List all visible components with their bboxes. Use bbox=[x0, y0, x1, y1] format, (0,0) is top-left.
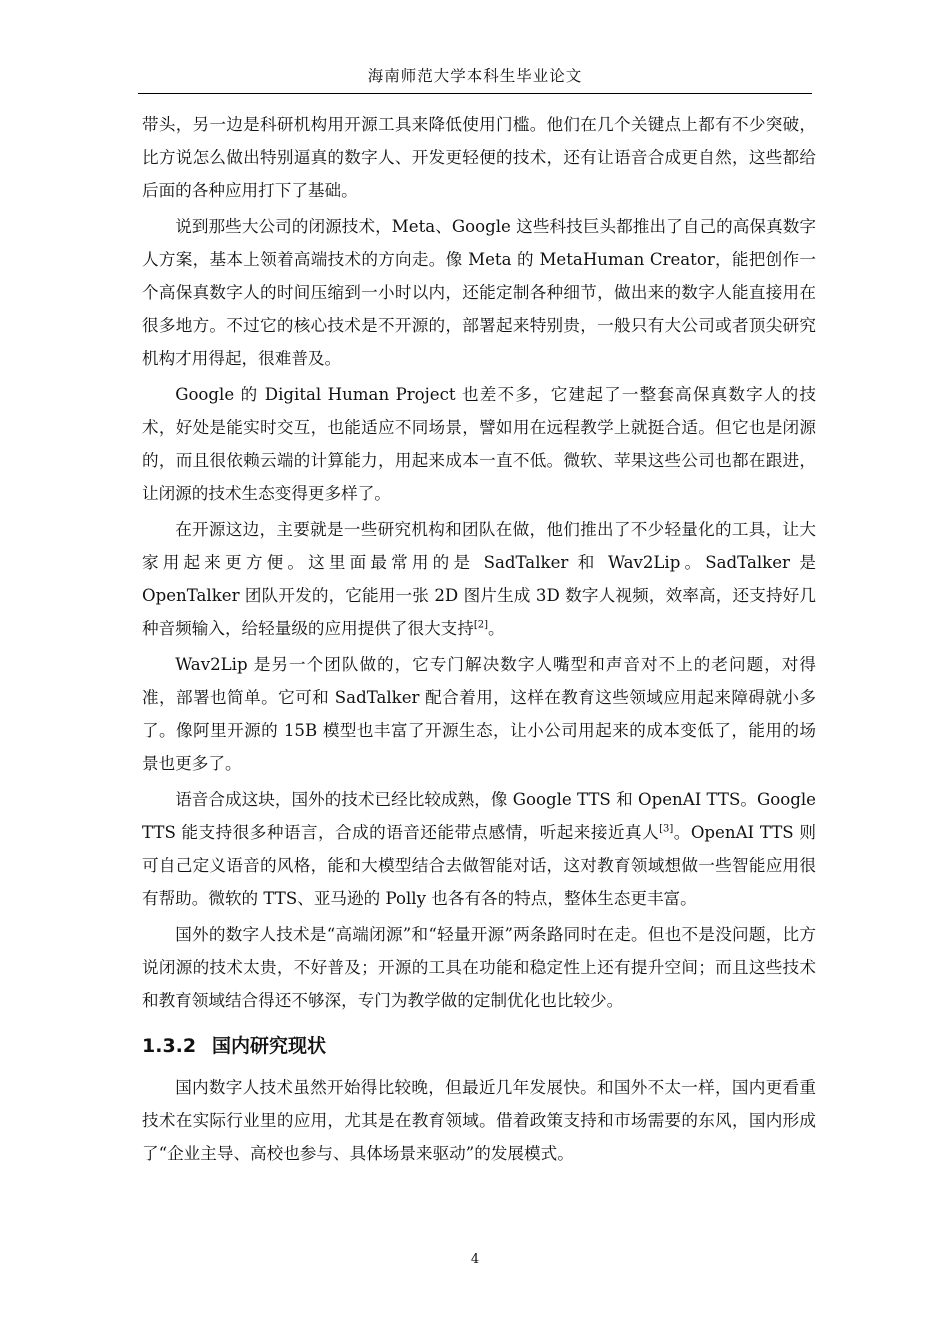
paragraph: 说到那些大公司的闭源技术，Meta、Google 这些科技巨头都推出了自己的高保真数字人方案，基本上领着高端技术的方向走。像 Meta 的 MetaHuman Creator，能把创作一个高保真数字人的时间压缩到一小时以内，还能定制各种细节，做出来的数字人能直接用在很多地方。不过它的核心技术是不开源的，部署起来特别贵，一般只有大公司或者顶尖研究机构才用得起，很难普及。 bbox=[142, 217, 816, 368]
paragraph: 在开源这边，主要就是一些研究机构和团队在做，他们推出了不少轻量化的工具，让大家用起来更方便。这里面最常用的是 SadTalker 和 Wav2Lip。SadTalker 是 OpenTalker 团队开发的，它能用一张 2D 图片生成 3D 数字人视频，效率高，还支持好几种音频输入，给轻量级的应用提供了很大支持[2]。 bbox=[142, 520, 816, 638]
section-title: 国内研究现状 bbox=[212, 1035, 327, 1057]
running-header: 海南师范大学本科生毕业论文 bbox=[138, 64, 812, 94]
paragraph: 国外的数字人技术是“高端闭源”和“轻量开源”两条路同时在走。但也不是没问题，比方说闭源的技术太贵，不好普及；开源的工具在功能和稳定性上还有提升空间；而且这些技术和教育领域结合得还不够深，专门为教学做的定制优化也比较少。 bbox=[142, 925, 816, 1010]
paragraph: 语音合成这块，国外的技术已经比较成熟，像 Google TTS 和 OpenAI TTS。Google TTS 能支持很多种语言，合成的语音还能带点感情，听起来接近真人[3]。OpenAI TTS 则可自己定义语音的风格，能和大模型结合去做智能对话，这对教育领域想做一些智能应用很有帮助。微软的 TTS、亚马逊的 Polly 也各有各的特点，整体生态更丰富。 bbox=[142, 790, 816, 908]
paragraph: 国内数字人技术虽然开始得比较晚，但最近几年发展快。和国外不太一样，国内更看重技术在实际行业里的应用，尤其是在教育领域。借着政策支持和市场需要的东风，国内形成了“企业主导、高校也参与、具体场景来驱动”的发展模式。 bbox=[142, 1078, 816, 1163]
body-text bbox=[142, 108, 816, 1170]
section-number: 1.3.2 bbox=[142, 1035, 197, 1057]
paragraph: Google 的 Digital Human Project 也差不多，它建起了一整套高保真数字人的技术，好处是能实时交互，也能适应不同场景，譬如用在远程教学上就挺合适。但它也是闭源的，而且很依赖云端的计算能力，用起来成本一直不低。微软、苹果这些公司也都在跟进，让闭源的技术生态变得更多样了。 bbox=[142, 385, 816, 503]
page-number: 4 bbox=[470, 1252, 480, 1267]
paragraph: 带头，另一边是科研机构用开源工具来降低使用门槛。他们在几个关键点上都有不少突破，比方说怎么做出特别逼真的数字人、开发更轻便的技术，还有让语音合成更自然，这些都给后面的各种应用打下了基础。 bbox=[142, 115, 816, 200]
section-heading bbox=[142, 1031, 816, 1061]
citation: [3] bbox=[659, 823, 674, 835]
citation: [2] bbox=[473, 619, 489, 631]
paragraph: Wav2Lip 是另一个团队做的，它专门解决数字人嘴型和声音对不上的老问题，对得准，部署也简单。它可和 SadTalker 配合着用，这样在教育这些领域应用起来障碍就小多了。像阿里开源的 15B 模型也丰富了开源生态，让小公司用起来的成本变低了，能用的场景也更多了。 bbox=[142, 655, 816, 773]
